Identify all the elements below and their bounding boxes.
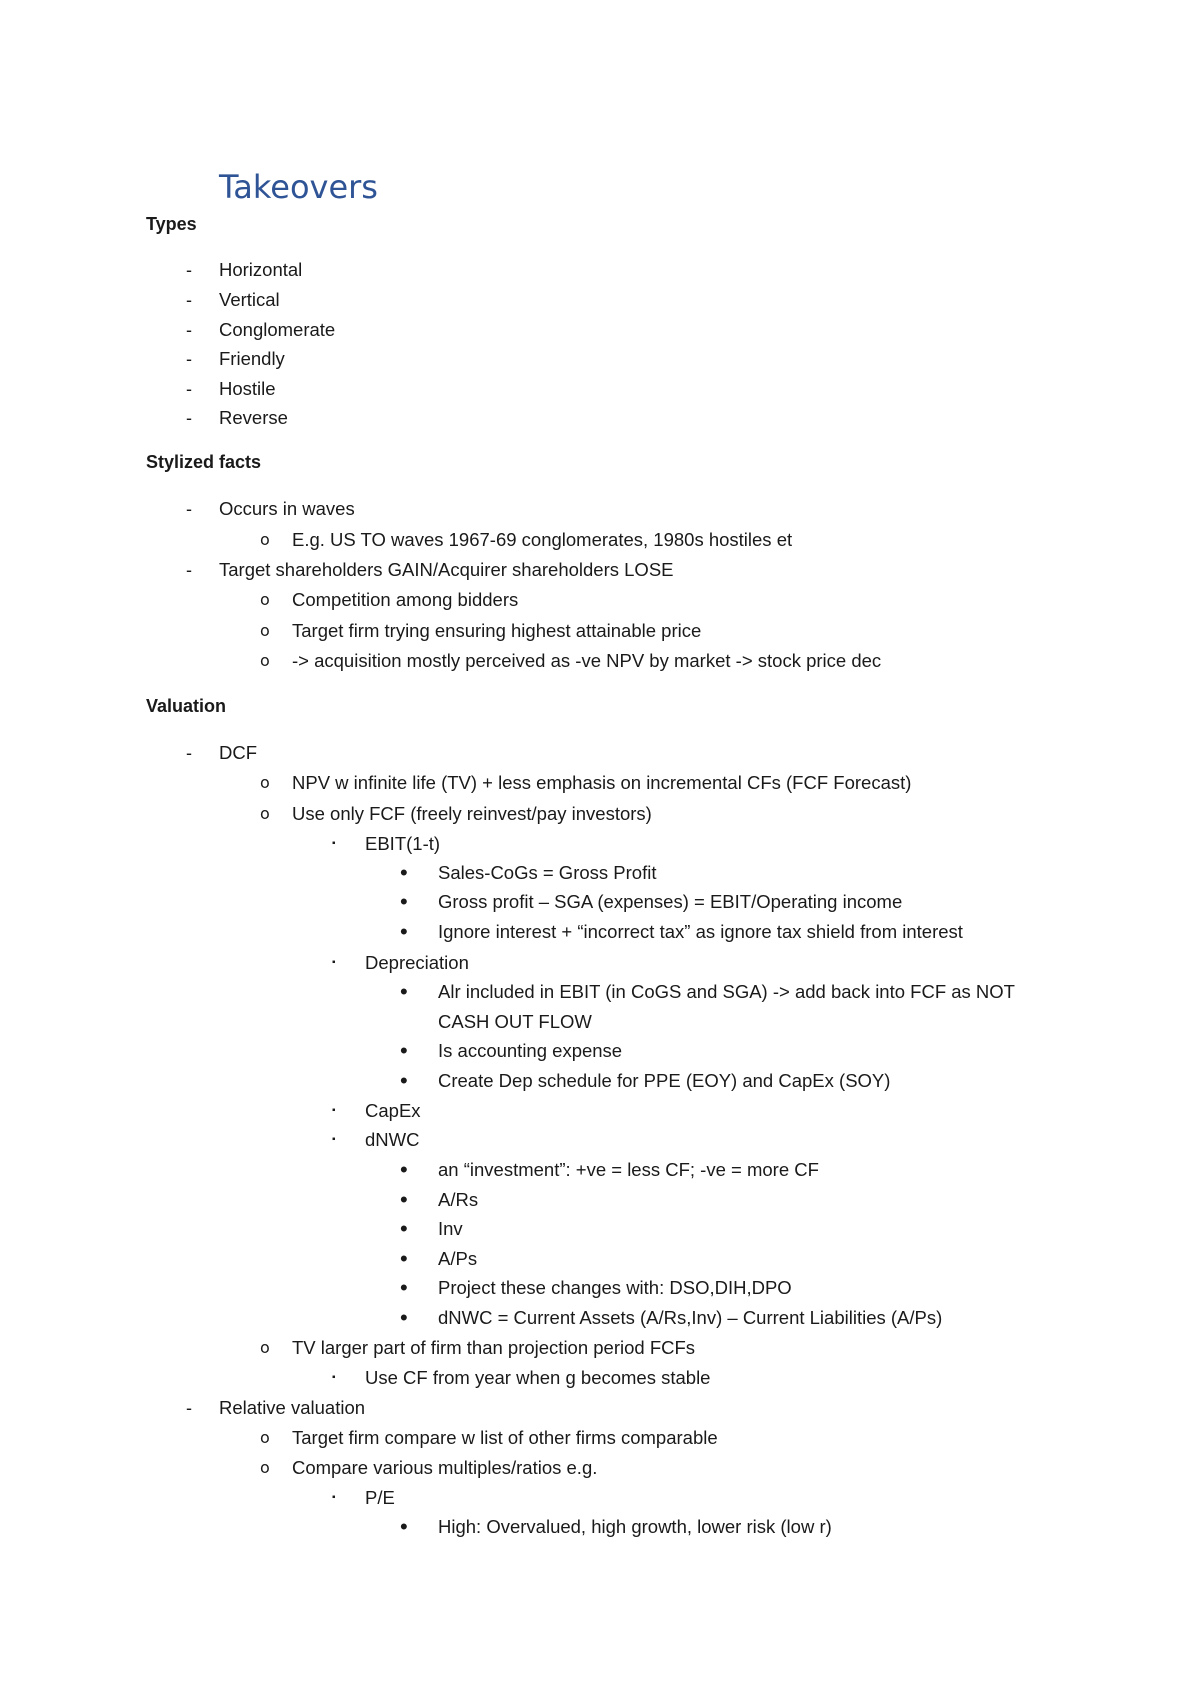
dash-bullet-icon: -: [186, 499, 192, 519]
circle-bullet-icon: o: [260, 530, 270, 549]
list-item-text: DCF: [219, 742, 258, 763]
dash-bullet-icon: -: [186, 260, 192, 280]
dot-bullet-icon: •: [400, 979, 408, 1004]
list-item-text: Is accounting expense: [438, 1040, 623, 1061]
square-bullet-icon: ▪: [332, 838, 336, 849]
square-bullet-icon: ▪: [332, 1492, 336, 1503]
list-item-text: Conglomerate: [219, 319, 336, 340]
square-bullet-icon: ▪: [332, 1105, 336, 1116]
circle-bullet-icon: o: [260, 773, 270, 792]
list-item-text: -> acquisition mostly perceived as -ve NPV by market -> stock price dec: [292, 650, 882, 671]
dot-bullet-icon: •: [400, 919, 408, 944]
list-item-text: Use only FCF (freely reinvest/pay investors): [292, 803, 652, 824]
circle-bullet-icon: o: [260, 804, 270, 823]
list-item-text: Inv: [438, 1218, 463, 1239]
dot-bullet-icon: •: [400, 1157, 408, 1182]
list-item-text: Reverse: [219, 407, 288, 428]
circle-bullet-icon: o: [260, 621, 270, 640]
circle-bullet-icon: o: [260, 1428, 270, 1447]
dot-bullet-icon: •: [400, 1038, 408, 1063]
list-item-text: Compare various multiples/ratios e.g.: [292, 1457, 598, 1478]
dot-bullet-icon: •: [400, 860, 408, 885]
list-item-text: Target shareholders GAIN/Acquirer shareholders LOSE: [219, 559, 674, 580]
dot-bullet-icon: •: [400, 1275, 408, 1300]
dot-bullet-icon: •: [400, 1305, 408, 1330]
circle-bullet-icon: o: [260, 1338, 270, 1357]
dash-bullet-icon: -: [186, 560, 192, 580]
list-item-text: Create Dep schedule for PPE (EOY) and CapEx (SOY): [438, 1070, 891, 1091]
dash-bullet-icon: -: [186, 743, 192, 763]
square-bullet-icon: ▪: [332, 957, 336, 968]
list-item-text: Vertical: [219, 289, 280, 310]
dash-bullet-icon: -: [186, 379, 192, 399]
list-item-text: A/Ps: [438, 1248, 478, 1269]
circle-bullet-icon: o: [260, 590, 270, 609]
page-title: Takeovers: [219, 168, 378, 206]
list-item-text: Alr included in EBIT (in CoGS and SGA) -> add back into FCF as NOT: [438, 981, 1015, 1002]
dot-bullet-icon: •: [400, 1514, 408, 1539]
dash-bullet-icon: -: [186, 408, 192, 428]
list-item-text: Target firm trying ensuring highest attainable price: [292, 620, 702, 641]
list-item-text: E.g. US TO waves 1967-69 conglomerates, 1980s hostiles et: [292, 529, 793, 550]
list-item-text: Competition among bidders: [292, 589, 519, 610]
list-item-text: EBIT(1-t): [365, 833, 441, 854]
list-item-text: Friendly: [219, 348, 285, 369]
list-item-text: Relative valuation: [219, 1397, 366, 1418]
dot-bullet-icon: •: [400, 889, 408, 914]
list-item-text: Ignore interest + “incorrect tax” as ignore tax shield from interest: [438, 921, 963, 942]
circle-bullet-icon: o: [260, 651, 270, 670]
list-item-text: Occurs in waves: [219, 498, 355, 519]
section-heading-valuation: Valuation: [146, 696, 227, 716]
dot-bullet-icon: •: [400, 1216, 408, 1241]
dot-bullet-icon: •: [400, 1246, 408, 1271]
list-item-text-continued: CASH OUT FLOW: [438, 1011, 592, 1032]
list-item-text: an “investment”: +ve = less CF; -ve = more CF: [438, 1159, 819, 1180]
section-heading-types: Types: [146, 214, 197, 234]
dot-bullet-icon: •: [400, 1068, 408, 1093]
list-item-text: NPV w infinite life (TV) + less emphasis on incremental CFs (FCF Forecast): [292, 772, 912, 793]
list-item-text: TV larger part of firm than projection period FCFs: [292, 1337, 696, 1358]
list-item-text: CapEx: [365, 1100, 421, 1121]
list-item-text: Gross profit – SGA (expenses) = EBIT/Operating income: [438, 891, 903, 912]
square-bullet-icon: ▪: [332, 1134, 336, 1145]
list-item-text: P/E: [365, 1487, 395, 1508]
section-heading-stylized-facts: Stylized facts: [146, 452, 262, 472]
dash-bullet-icon: -: [186, 349, 192, 369]
dash-bullet-icon: -: [186, 1398, 192, 1418]
list-item-text: dNWC = Current Assets (A/Rs,Inv) – Current Liabilities (A/Ps): [438, 1307, 943, 1328]
list-item-text: Horizontal: [219, 259, 303, 280]
list-item-text: Use CF from year when g becomes stable: [365, 1367, 711, 1388]
list-item-text: Project these changes with: DSO,DIH,DPO: [438, 1277, 792, 1298]
list-item-text: A/Rs: [438, 1189, 479, 1210]
list-item-text: dNWC: [365, 1129, 420, 1150]
list-item-text: Sales-CoGs = Gross Profit: [438, 862, 657, 883]
list-item-text: Depreciation: [365, 952, 469, 973]
list-item-text: Target firm compare w list of other firms comparable: [292, 1427, 718, 1448]
circle-bullet-icon: o: [260, 1458, 270, 1477]
dot-bullet-icon: •: [400, 1187, 408, 1212]
dash-bullet-icon: -: [186, 290, 192, 310]
list-item-text: Hostile: [219, 378, 276, 399]
dash-bullet-icon: -: [186, 320, 192, 340]
square-bullet-icon: ▪: [332, 1372, 336, 1383]
list-item-text: High: Overvalued, high growth, lower risk (low r): [438, 1516, 832, 1537]
